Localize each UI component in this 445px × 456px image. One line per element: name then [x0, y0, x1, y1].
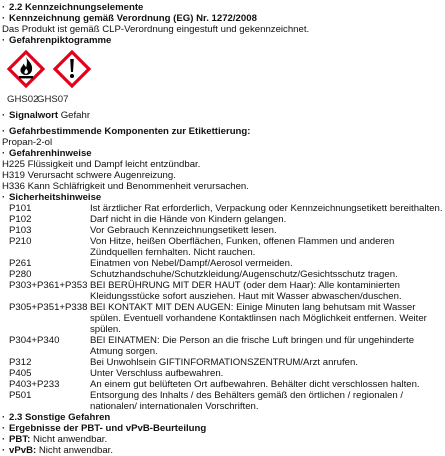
components-heading: · Gefahrbestimmende Komponenten zur Etikettierung: — [2, 126, 251, 137]
vpvb-result: · vPvB: Nicht anwendbar. — [2, 445, 114, 456]
precaution-text — [90, 357, 445, 368]
precaution-text — [90, 203, 445, 214]
pictograms-heading: · Gefahrenpiktogramme — [2, 35, 112, 46]
precaution-text-line: BEI EINATMEN: Die Person an die frische Luft bringen und für ungehinderte — [90, 335, 415, 346]
precaution-code: P101 — [9, 203, 32, 214]
precaution-text — [90, 390, 445, 412]
precaution-text-line: Atmung sorgen. — [90, 346, 158, 357]
precaution-heading: · Sicherheitshinweise — [2, 192, 102, 203]
pictogram-codes — [2, 94, 445, 105]
flame-icon — [6, 49, 42, 91]
precaution-code: P304+P340 — [9, 335, 60, 346]
precaution-code: P261 — [9, 258, 32, 269]
precaution-text-line: Zündquellen fernhalten. Nicht rauchen. — [90, 247, 256, 258]
precaution-text-line: An einem gut belüfteten Ort aufbewahren. Behälter dicht verschlossen halten. — [90, 379, 420, 390]
precaution-text — [90, 379, 445, 390]
precaution-text — [90, 214, 445, 225]
precaution-text — [90, 280, 445, 302]
precaution-text-line: Kleidungsstücke sofort ausziehen. Haut mit Wasser abwaschen/duschen. — [90, 291, 402, 302]
precaution-text — [90, 258, 445, 269]
precaution-text-line: spülen. — [90, 324, 121, 335]
precaution-row — [2, 335, 445, 357]
precaution-code: P280 — [9, 269, 32, 280]
hazard-statement: H225 Flüssigkeit und Dampf leicht entzündbar. — [2, 159, 201, 170]
precaution-row — [2, 258, 445, 269]
precaution-text-line: Bei Unwohlsein GIFTINFORMATIONSZENTRUM/Arzt anrufen. — [90, 357, 358, 368]
pbt-result: · PBT: Nicht anwendbar. — [2, 434, 108, 445]
precaution-code: P405 — [9, 368, 32, 379]
precaution-text-line: Schutzhandschuhe/Schutzkleidung/Augenschutz/Gesichtsschutz tragen. — [90, 269, 398, 280]
hazard-statement: H336 Kann Schläfrigkeit und Benommenheit verursachen. — [2, 181, 249, 192]
precaution-list — [2, 203, 445, 412]
precaution-text — [90, 269, 445, 280]
precaution-code: P102 — [9, 214, 32, 225]
precaution-code: P501 — [9, 390, 32, 401]
precaution-text-line: BEI KONTAKT MIT DEN AUGEN: Einige Minuten lang behutsam mit Wasser — [90, 302, 416, 313]
pictogram-code: GHS07 — [37, 94, 69, 105]
pbt-heading: · Ergebnisse der PBT- und vPvB-Beurteilung — [2, 423, 207, 434]
precaution-row — [2, 225, 445, 236]
precaution-row — [2, 269, 445, 280]
precaution-row — [2, 390, 445, 412]
precaution-row — [2, 214, 445, 225]
precaution-text-line: Darf nicht in die Hände von Kindern gelangen. — [90, 214, 287, 225]
precaution-row — [2, 203, 445, 214]
precaution-text — [90, 302, 445, 335]
precaution-text-line: Einatmen von Nebel/Dampf/Aerosol vermeiden. — [90, 258, 293, 269]
precaution-code: P103 — [9, 225, 32, 236]
precaution-text-line: Von Hitze, heißen Oberflächen, Funken, offenen Flammen und anderen — [90, 236, 395, 247]
pictogram-row — [2, 49, 445, 91]
clp-text: Das Produkt ist gemäß CLP-Verordnung eingestuft und gekennzeichnet. — [2, 24, 310, 35]
section-heading-2-3: · 2.3 Sonstige Gefahren — [2, 412, 111, 423]
precaution-code: P303+P361+P353 — [9, 280, 88, 291]
precaution-row — [2, 368, 445, 379]
precaution-code: P312 — [9, 357, 32, 368]
precaution-text-line: Ist ärztlicher Rat erforderlich, Verpackung oder Kennzeichnungsetikett bereithalten. — [90, 203, 443, 214]
hazard-heading: · Gefahrenhinweise — [2, 148, 92, 159]
precaution-text — [90, 368, 445, 379]
precaution-row — [2, 379, 445, 390]
precaution-text-line: BEI BERÜHRUNG MIT DER HAUT (oder dem Haar): Alle kontaminierten — [90, 280, 400, 291]
signal-word: · Signalwort Gefahr — [2, 110, 91, 121]
precaution-text-line: Vor Gebrauch Kennzeichnungsetikett lesen. — [90, 225, 277, 236]
precaution-text — [90, 236, 445, 258]
components-value: Propan-2-ol — [2, 137, 53, 148]
precaution-row — [2, 357, 445, 368]
clp-heading: · Kennzeichnung gemäß Verordnung (EG) Nr. 1272/2008 — [2, 13, 257, 24]
exclamation-icon — [52, 49, 88, 91]
precaution-code: P305+P351+P338 — [9, 302, 88, 313]
precaution-code: P403+P233 — [9, 379, 60, 390]
hazard-statement: H319 Verursacht schwere Augenreizung. — [2, 170, 176, 181]
precaution-row — [2, 280, 445, 302]
precaution-code: P210 — [9, 236, 32, 247]
pictogram-code: GHS02 — [7, 94, 39, 105]
precaution-text-line: Unter Verschluss aufbewahren. — [90, 368, 224, 379]
precaution-text-line: nationalen/ internationalen Vorschriften. — [90, 401, 259, 412]
precaution-row — [2, 302, 445, 335]
precaution-text — [90, 225, 445, 236]
precaution-text-line: spülen. Eventuell vorhandene Kontaktlinsen nach Möglichkeit entfernen. Weiter — [90, 313, 427, 324]
precaution-row — [2, 236, 445, 258]
precaution-text — [90, 335, 445, 357]
section-heading-2-2: · 2.2 Kennzeichnungselemente — [2, 2, 144, 13]
precaution-text-line: Entsorgung des Inhalts / des Behälters gemäß den örtlichen / regionalen / — [90, 390, 404, 401]
